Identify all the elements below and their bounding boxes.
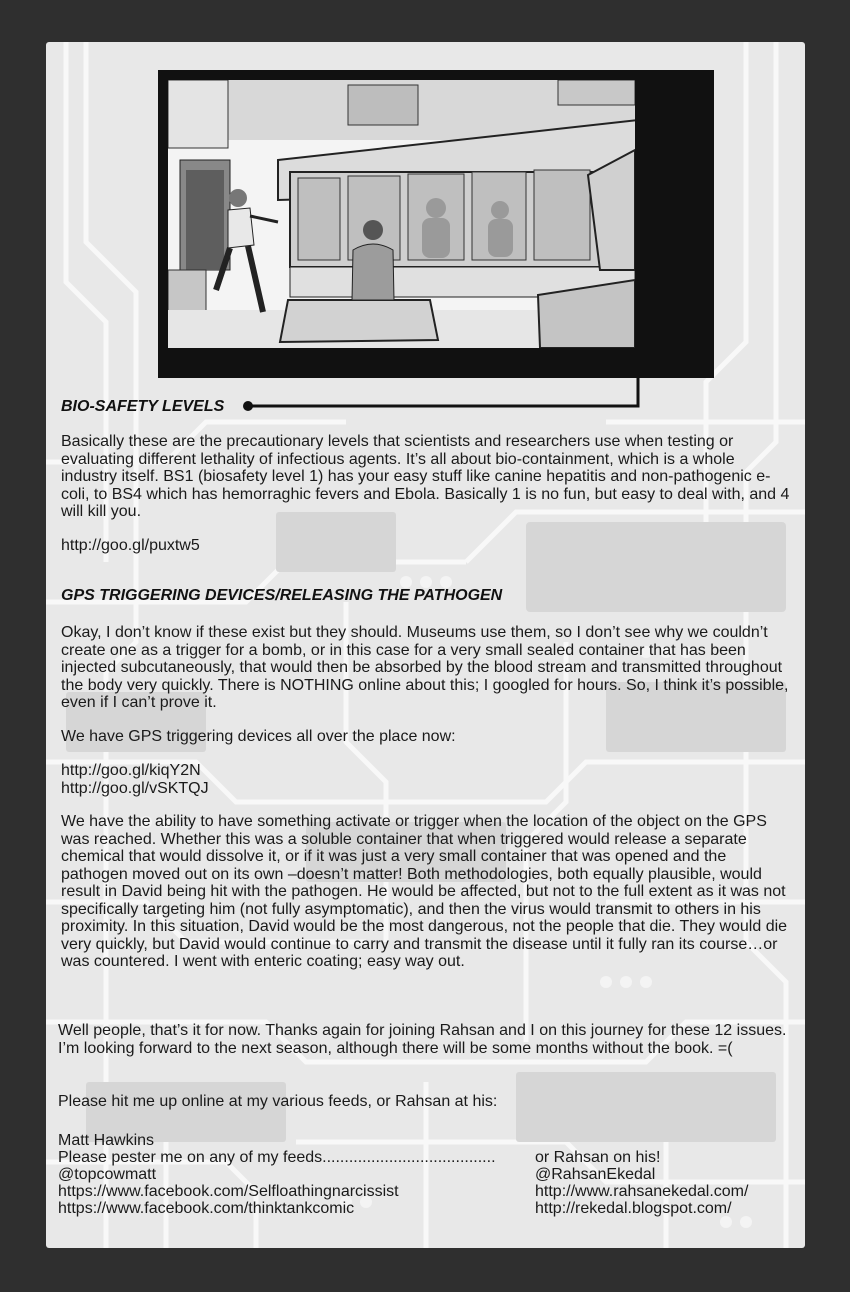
- blog-ekedal[interactable]: http://rekedal.blogspot.com/: [535, 1200, 732, 1217]
- signature-name: Matt Hawkins: [58, 1132, 155, 1149]
- twitter-hawkins[interactable]: @topcowmatt: [58, 1166, 157, 1183]
- paragraph-feeds: Please hit me up online at my various feeds, or Rahsan at his:: [58, 1093, 498, 1110]
- website-ekedal[interactable]: http://www.rahsanekedal.com/: [535, 1183, 749, 1200]
- credit-left: Please pester me on any of my feeds.......................................: [58, 1149, 496, 1166]
- section-heading-biosafety: BIO-SAFETY LEVELS: [61, 398, 225, 415]
- credit-right: or Rahsan on his!: [535, 1149, 661, 1166]
- article-page: [46, 42, 805, 1248]
- paragraph-closing: Well people, that’s it for now. Thanks again for joining Rahsan and I on this journey for these 12 issues. I’m looking forward to the next season, although there will be some months without the book. =(: [58, 1022, 787, 1057]
- paragraph-gps-ability: We have the ability to have something activate or trigger when the location of the object on the GPS was reached. Whether this was a soluble container that when triggered would release a separate chemical that would dissolve it, or if it was just a very small container that was opened and the pathogen moved out on its own –doesn’t matter! Both methodologies, both equally plausible, would result in David being hit with the pathogen. He would be affected, but not to the full extent as it was not specifically targeting him (not fully asymptomatic), and then the virus would transmit to others in his proximity. In this situation, David would be the most dangerous, not the people that die. They would die very quickly, but David would continue to carry and transmit the disease until it fully ran its course…or was countered. I went with enteric coating; easy way out.: [61, 813, 788, 970]
- credits-row: [58, 1200, 793, 1218]
- paragraph-biosafety: Basically these are the precautionary levels that scientists and researchers use when testing or evaluating different lethality of infectious agents. It’s all about bio-containment, which is a whole industry itself. BS1 (biosafety level 1) has your easy stuff like canine hepatitis and non-pathogenic e-coli, to BS4 which has hemorraghic fevers and Ebola. Basically 1 is no fun, but easy to deal with, and 4 will kill you.: [61, 433, 790, 520]
- twitter-ekedal[interactable]: @RahsanEkedal: [535, 1166, 656, 1183]
- facebook-hawkins[interactable]: https://www.facebook.com/Selfloathingnarcissist: [58, 1183, 399, 1200]
- credits-row: [58, 1183, 793, 1201]
- comic-panel: [158, 70, 714, 378]
- lab-illustration: [168, 80, 635, 348]
- paragraph-gps-devices: We have GPS triggering devices all over the place now:: [61, 728, 456, 745]
- section-heading-gps: GPS TRIGGERING DEVICES/RELEASING THE PATHOGEN: [61, 587, 503, 604]
- signature: [58, 1132, 793, 1150]
- link-biosafety[interactable]: http://goo.gl/puxtw5: [61, 537, 200, 554]
- facebook-thinktank[interactable]: https://www.facebook.com/thinktankcomic: [58, 1200, 355, 1217]
- links-gps[interactable]: http://goo.gl/kiqY2N http://goo.gl/vSKTQJ: [61, 762, 209, 797]
- credits-row: [58, 1149, 793, 1167]
- credits-row: [58, 1166, 793, 1184]
- paragraph-gps-intro: Okay, I don’t know if these exist but they should. Museums use them, so I don’t see why we couldn’t create one as a trigger for a bomb, or in this case for a very small sealed container that has been injected subcutaneously, that would then be absorbed by the blood stream and transmitted throughout the body very quickly. There is NOTHING online about this; I googled for hours. So, I think it’s possible, even if I can’t prove it.: [61, 624, 789, 711]
